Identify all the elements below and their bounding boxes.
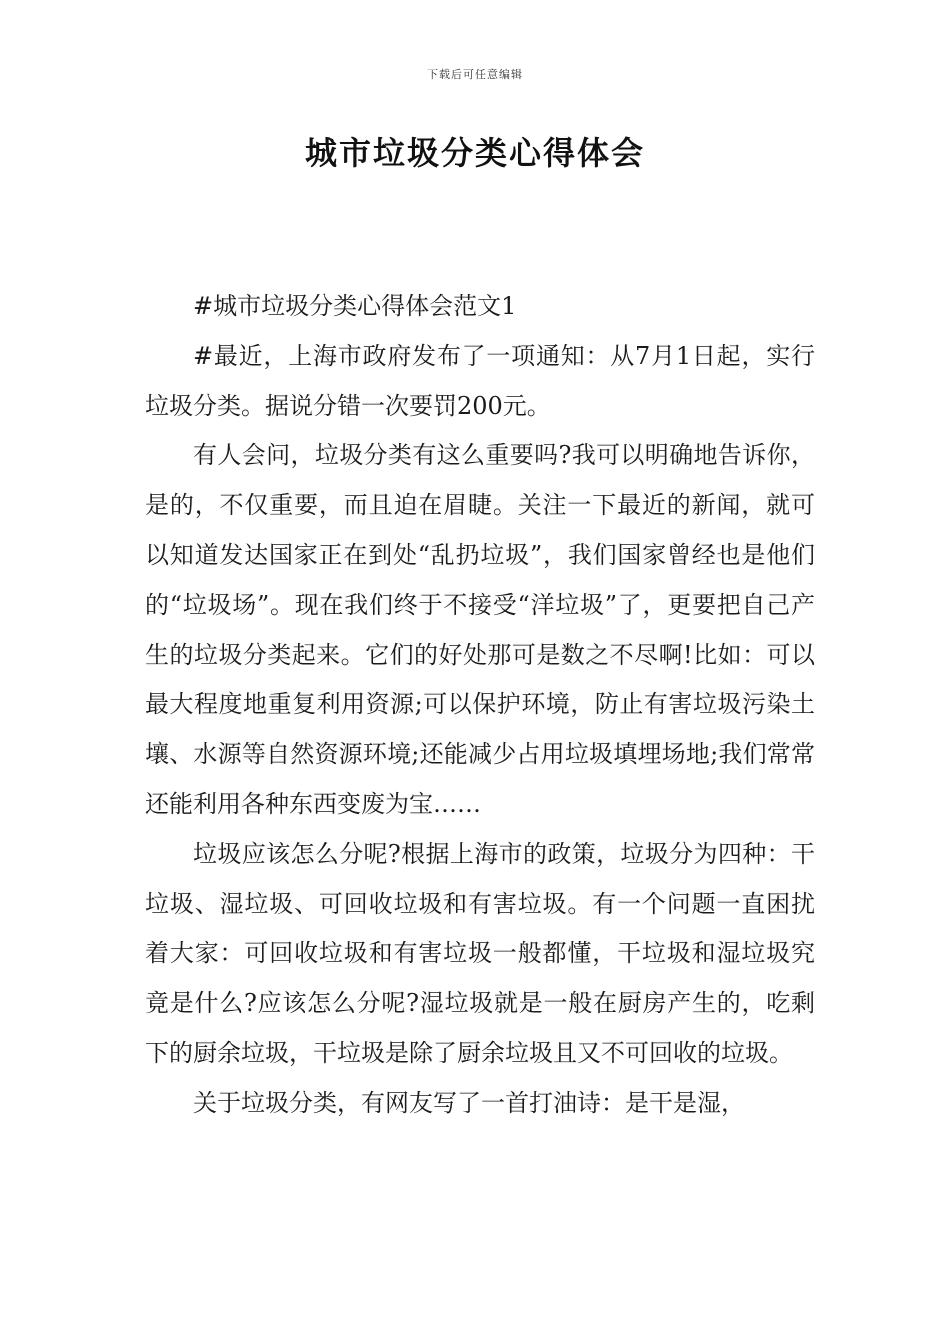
paragraph: #城市垃圾分类心得体会范文1 — [193, 292, 517, 320]
header-note: 下载后可任意编辑 — [427, 68, 523, 81]
document-body — [145, 282, 815, 1129]
paragraph: 关于垃圾分类，有网友写了一首打油诗：是干是湿， — [193, 1088, 745, 1117]
document-title: 城市垃圾分类心得体会 — [304, 134, 645, 172]
paragraph: 有人会问，垃圾分类有这么重要吗?我可以明确地告诉你，是的，不仅重要，而且迫在眉睫。关注一下最近的新闻，就可以知道发达国家正在到处“乱扔垃圾”，我们国家曾经也是他们的“垃圾场”。现在我们终于不接受“洋垃圾”了，更要把自己产生的垃圾分类起来。它们的好处那可是数之不尽啊!比如：可以最大程度地重复利用资源;可以保护环境，防止有害垃圾污染土壤、水源等自然资源环境;还能减少占用垃圾填埋场地;我们常常还能利用各种东西变废为宝…… — [145, 441, 815, 818]
paragraph: 垃圾应该怎么分呢?根据上海市的政策，垃圾分为四种：干垃圾、湿垃圾、可回收垃圾和有害垃圾。有一个问题一直困扰着大家：可回收垃圾和有害垃圾一般都懂，干垃圾和湿垃圾究竟是什么?应该怎么分呢?湿垃圾就是一般在厨房产生的，吃剩下的厨余垃圾，干垃圾是除了厨余垃圾且又不可回收的垃圾。 — [145, 839, 815, 1067]
paragraph: #最近，上海市政府发布了一项通知：从7月1日起，实行垃圾分类。据说分错一次要罚200元。 — [145, 341, 815, 420]
